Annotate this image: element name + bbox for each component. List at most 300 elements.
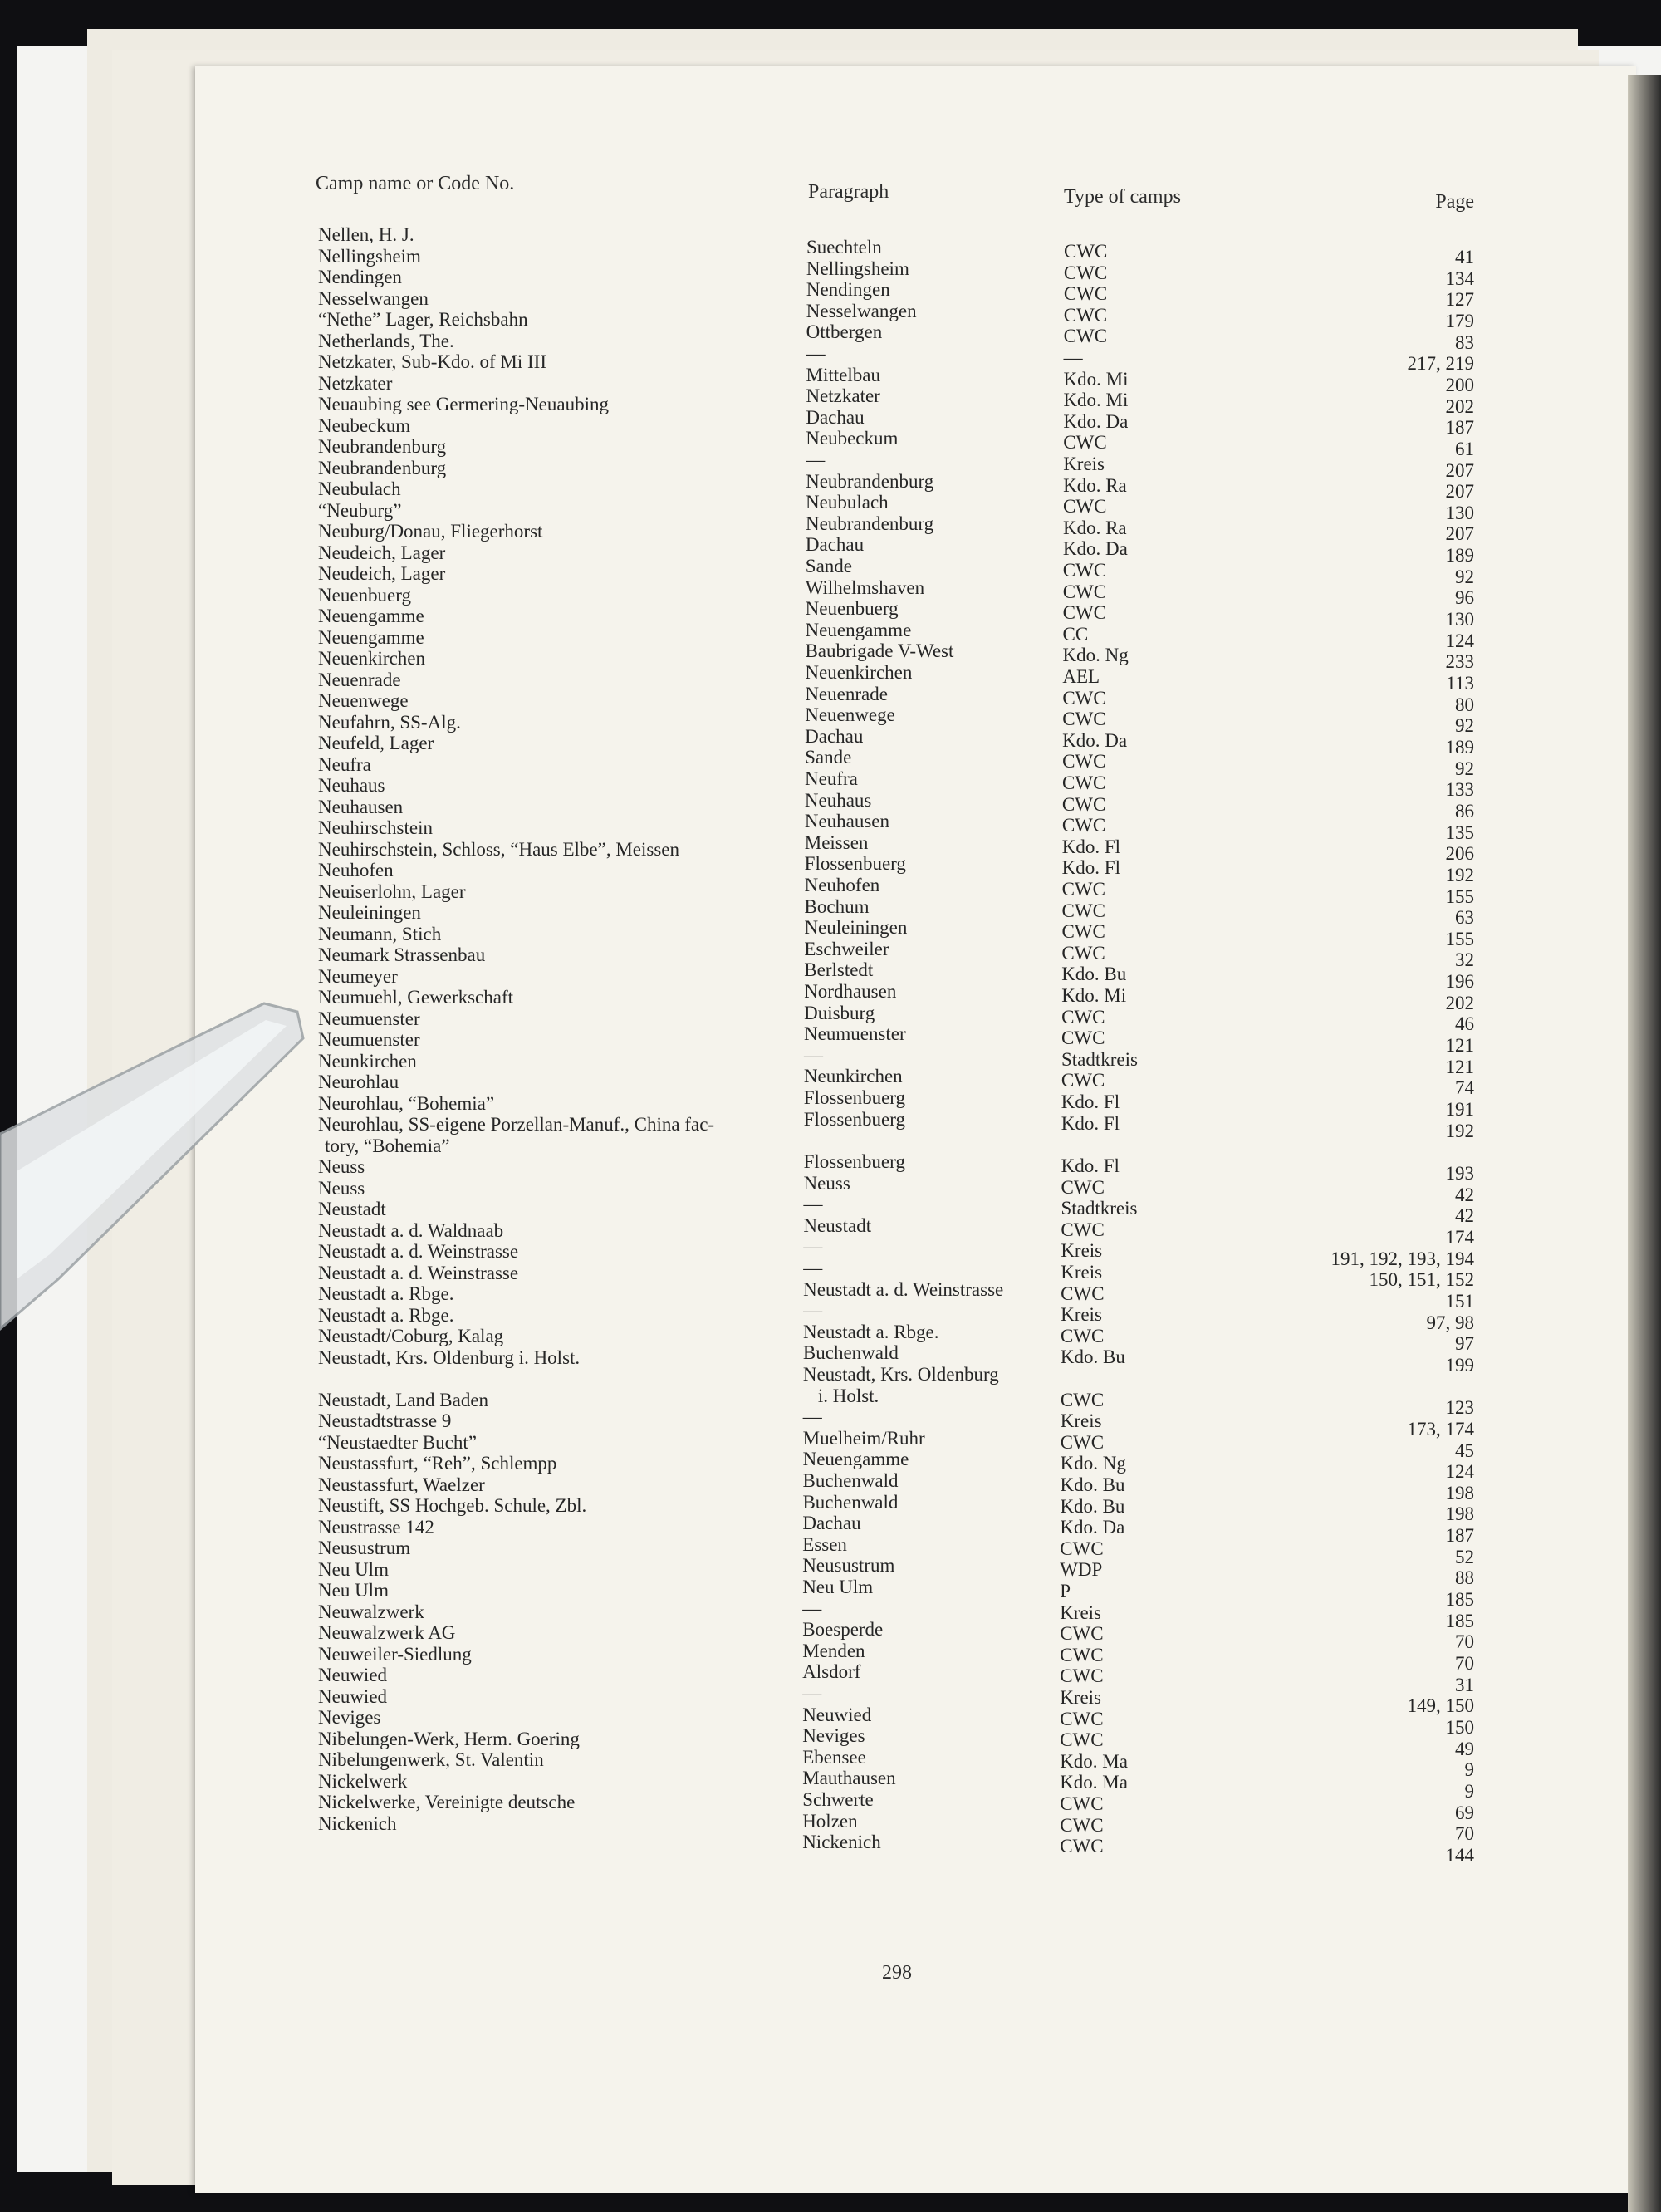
paragraph-name: Alsdorf <box>802 1661 861 1683</box>
camp-name: Neumeyer <box>318 965 398 987</box>
camp-type: CWC <box>1061 815 1106 836</box>
page-reference: 191, 192, 193, 194 <box>1330 1248 1474 1269</box>
paragraph-name: Meissen <box>804 831 869 853</box>
camp-name: Neustadt <box>318 1199 386 1220</box>
camp-name: Neu Ulm <box>318 1558 389 1580</box>
camp-type: P <box>1060 1581 1071 1601</box>
camp-type: Kreis <box>1063 454 1105 474</box>
paragraph-name: Menden <box>802 1640 865 1661</box>
camp-name: Neufahrn, SS-Alg. <box>318 711 461 733</box>
camp-name: Nendingen <box>318 267 402 287</box>
camp-name: “Neustaedter Bucht” <box>318 1431 477 1453</box>
camp-type: CWC <box>1063 496 1107 517</box>
camp-type: CWC <box>1061 900 1105 921</box>
camp-type: CWC <box>1063 432 1107 454</box>
camp-name: Neubrandenburg <box>318 436 447 457</box>
paragraph-name: Sande <box>805 556 853 576</box>
camp-type: Kdo. Bu <box>1061 964 1127 985</box>
camp-name: Neuiserlohn, Lager <box>318 880 466 902</box>
camp-name: Neunkirchen <box>318 1050 417 1072</box>
paragraph-name: Neunkirchen <box>803 1066 903 1087</box>
camp-name: Neustadtstrasse 9 <box>318 1410 452 1432</box>
paragraph-name: Neuwied <box>802 1704 872 1725</box>
camp-type: CWC <box>1060 1431 1105 1453</box>
tweezers-tool <box>0 980 316 1445</box>
camp-name: Neuburg/Donau, Fliegerhorst <box>318 521 543 542</box>
camp-type: Kdo. Da <box>1060 1517 1125 1538</box>
camp-name: Neuenwege <box>318 690 409 711</box>
camp-type: CWC <box>1061 1219 1105 1240</box>
page-reference: 185 <box>1445 1589 1474 1611</box>
camp-name: Neuss <box>318 1156 365 1178</box>
page-reference: 189 <box>1445 545 1474 566</box>
camp-name: tory, “Bohemia” <box>325 1135 450 1156</box>
page-reference: 83 <box>1455 331 1474 353</box>
paragraph-name: Mauthausen <box>802 1768 896 1789</box>
paragraph-name: — <box>803 1300 823 1322</box>
camp-type: Stadtkreis <box>1061 1048 1138 1070</box>
page-reference: 150 <box>1445 1716 1474 1738</box>
camp-type: CWC <box>1062 772 1106 793</box>
paragraph-name: — <box>802 1406 822 1428</box>
paragraph-name: Bochum <box>804 895 870 917</box>
page-reference: 185 <box>1445 1610 1474 1631</box>
camp-type: CWC <box>1061 1006 1105 1028</box>
page-reference: 124 <box>1445 1461 1474 1483</box>
page-reference: 150, 151, 152 <box>1369 1269 1474 1291</box>
page-reference: 80 <box>1455 694 1474 715</box>
page-reference: 49 <box>1455 1738 1474 1759</box>
paragraph-name: Wilhelmshaven <box>805 576 925 598</box>
page-reference: 69 <box>1455 1802 1474 1823</box>
camp-name: Neubeckum <box>318 414 411 436</box>
page-reference: 179 <box>1445 310 1474 331</box>
page-reference: 9 <box>1464 1759 1474 1781</box>
paragraph-name: Neufra <box>805 768 858 789</box>
paragraph-name: Neumuenster <box>804 1023 906 1045</box>
page-reference: 70 <box>1455 1653 1474 1674</box>
camp-name: Netzkater, Sub-Kdo. of Mi III <box>318 351 547 372</box>
camp-type: Kdo. Bu <box>1060 1474 1125 1495</box>
camp-type: CWC <box>1060 1644 1104 1665</box>
camp-name: Neumuenster <box>318 1008 420 1029</box>
camp-name: Neuwalzwerk AG <box>318 1622 456 1644</box>
camp-name: Neu Ulm <box>318 1580 389 1601</box>
paragraph-name: — <box>803 1236 823 1258</box>
camp-type: CC <box>1062 623 1089 645</box>
camp-name: Neuss <box>318 1177 365 1199</box>
camp-type: CWC <box>1061 1176 1105 1198</box>
page-reference: 192 <box>1445 864 1474 885</box>
paragraph-name: Flossenbuerg <box>804 853 906 875</box>
page-reference: 187 <box>1445 1525 1474 1547</box>
camp-name: Neustadt a. d. Weinstrasse <box>318 1241 519 1263</box>
camp-name: Neuengamme <box>318 626 424 648</box>
page-reference: 97 <box>1455 1333 1474 1355</box>
page-reference: 113 <box>1446 673 1474 694</box>
camp-type: Kreis <box>1061 1304 1102 1326</box>
paragraph-name: — <box>806 449 826 470</box>
paragraph-name: Eschweiler <box>804 938 889 959</box>
camp-type: Kdo. Bu <box>1060 1495 1125 1517</box>
camp-name: Nellingsheim <box>318 245 421 267</box>
camp-name: Neudeich, Lager <box>318 563 446 584</box>
camp-type: CWC <box>1060 1623 1104 1645</box>
page-reference: 92 <box>1455 566 1474 587</box>
paragraph-name: — <box>803 1194 823 1215</box>
camp-type: Kdo. Mi <box>1063 390 1129 411</box>
camp-name: Neusustrum <box>318 1538 411 1559</box>
paragraph-name: Holzen <box>802 1810 858 1832</box>
paragraph-name: Flossenbuerg <box>803 1108 905 1130</box>
paragraph-name: Neuenrade <box>805 683 888 704</box>
page-reference: 200 <box>1445 374 1474 395</box>
camp-name: Neurohlau, “Bohemia” <box>318 1092 495 1114</box>
camp-type: CWC <box>1063 283 1108 305</box>
camp-name: Neuwied <box>318 1685 388 1707</box>
page-reference: 52 <box>1455 1546 1474 1567</box>
camp-type: CWC <box>1060 1729 1104 1751</box>
camp-name: Neuenkirchen <box>318 648 425 669</box>
paragraph-name: Dachau <box>805 725 864 747</box>
camp-name: “Neuburg” <box>318 499 402 521</box>
paragraph-name: Neubeckum <box>806 428 899 449</box>
header-camp-name: Camp name or Code No. <box>316 173 515 194</box>
camp-type: Kdo. Da <box>1062 729 1128 751</box>
page-reference: 124 <box>1445 630 1474 651</box>
page-reference: 88 <box>1455 1567 1474 1589</box>
page-reference: 192 <box>1445 1120 1474 1141</box>
camp-name: Neuhaus <box>318 775 385 796</box>
camp-type: Kdo. Mi <box>1063 368 1129 390</box>
camp-type: CWC <box>1061 1283 1105 1304</box>
camp-type: Kdo. Mi <box>1061 985 1127 1006</box>
paragraph-name: Neuengamme <box>802 1449 909 1470</box>
page-reference: 193 <box>1445 1163 1474 1184</box>
camp-type: — <box>1063 347 1083 368</box>
page-reference: 149, 150 <box>1407 1695 1474 1717</box>
page-reference: 31 <box>1455 1674 1474 1695</box>
paragraph-name: Buchenwald <box>802 1470 899 1491</box>
paragraph-name: — <box>803 1044 823 1066</box>
paragraph-name: Neuengamme <box>805 619 912 640</box>
paragraph-name: Flossenbuerg <box>803 1150 905 1172</box>
camp-type: CWC <box>1062 709 1106 730</box>
camp-name: Neurohlau, SS-eigene Porzellan-Manuf., China fac- <box>318 1114 715 1135</box>
camp-type: CWC <box>1061 921 1105 943</box>
paragraph-name: Neusustrum <box>802 1555 895 1577</box>
paragraph-name: Mittelbau <box>806 364 880 385</box>
camp-type: Kdo. Fl <box>1061 836 1121 857</box>
paragraph-name: Dachau <box>802 1513 861 1534</box>
paragraph-name: Neustadt a. Rbge. <box>803 1321 939 1342</box>
camp-type: CWC <box>1060 1708 1104 1729</box>
camp-type: Kreis <box>1061 1240 1103 1262</box>
camp-name: Neuhausen <box>318 796 404 817</box>
camp-type: CWC <box>1064 241 1108 262</box>
camp-name: Neviges <box>318 1707 381 1729</box>
paragraph-name: Neubrandenburg <box>806 470 934 492</box>
camp-name: Neudeich, Lager <box>318 542 446 563</box>
camp-name: Netherlands, The. <box>318 330 454 351</box>
paragraph-name: Neviges <box>802 1725 865 1747</box>
page-reference: 61 <box>1455 438 1474 459</box>
page-reference: 198 <box>1445 1482 1474 1503</box>
camp-name: “Nethe” Lager, Reichsbahn <box>318 309 528 330</box>
page-reference: 202 <box>1445 992 1474 1013</box>
camp-name: Nellen, H. J. <box>318 224 414 245</box>
page-reference: 9 <box>1464 1780 1474 1802</box>
camp-type: Kdo. Ng <box>1060 1453 1126 1474</box>
page-reference: 206 <box>1445 843 1474 865</box>
paragraph-name: Schwerte <box>802 1789 874 1810</box>
camp-name: Neuenrade <box>318 669 401 690</box>
header-type-of-camps: Type of camps <box>1064 186 1181 208</box>
page-reference: 92 <box>1455 758 1474 779</box>
paragraph-name: Neustadt <box>803 1214 872 1236</box>
page-reference: 70 <box>1455 1631 1474 1653</box>
camp-name: Neustadt a. d. Waldnaab <box>318 1219 504 1241</box>
paragraph-name: Neuenkirchen <box>805 662 913 683</box>
camp-name: Netzkater <box>318 372 393 394</box>
page-reference: 130 <box>1445 609 1474 630</box>
paragraph-name: Neuhausen <box>804 811 890 832</box>
camp-type: CWC <box>1062 581 1107 602</box>
page-reference: 134 <box>1445 267 1474 289</box>
camp-name: Neuhofen <box>318 860 394 880</box>
paragraph-name: Nickenich <box>802 1832 881 1853</box>
camp-type: CWC <box>1062 560 1107 581</box>
page-reference: 74 <box>1455 1077 1474 1099</box>
paragraph-name: Neustadt a. d. Weinstrasse <box>803 1278 1004 1300</box>
camp-type: CWC <box>1060 1389 1105 1410</box>
camp-type: CWC <box>1063 326 1108 347</box>
camp-type: CWC <box>1060 1538 1104 1559</box>
page-edge-shadow <box>1628 75 1661 2212</box>
camp-name: Neustadt, Land Baden <box>318 1389 489 1410</box>
paragraph-name: Dachau <box>805 534 865 556</box>
page-reference: 217, 219 <box>1407 353 1474 375</box>
page-reference: 233 <box>1445 651 1474 673</box>
camp-type: Kdo. Ra <box>1063 474 1127 496</box>
page-reference: 187 <box>1445 417 1474 439</box>
camp-name: Neumuenster <box>318 1029 420 1050</box>
camp-name: Nesselwangen <box>318 287 429 309</box>
camp-type: Kdo. Fl <box>1061 1091 1120 1112</box>
page-reference: 127 <box>1445 289 1474 311</box>
paragraph-name: — <box>806 343 826 364</box>
camp-type: Kreis <box>1061 1261 1103 1283</box>
page-reference: 86 <box>1455 800 1474 822</box>
camp-name: Nickelwerk <box>318 1770 408 1792</box>
camp-name: Neumark Strassenbau <box>318 944 486 965</box>
camp-type: CWC <box>1061 793 1106 815</box>
paragraph-name: Boesperde <box>802 1619 884 1641</box>
camp-type: Kdo. Da <box>1062 538 1128 560</box>
camp-type: AEL <box>1062 666 1100 687</box>
paragraph-name: Neuhofen <box>804 875 880 895</box>
camp-type: Kdo. Fl <box>1061 1155 1120 1176</box>
camp-name: Neuwied <box>318 1665 388 1686</box>
paragraph-name: Sande <box>805 747 852 768</box>
page-reference: 151 <box>1445 1290 1474 1312</box>
camp-name: Nibelungen-Werk, Herm. Goering <box>318 1728 580 1749</box>
paragraph-name: — <box>803 1257 823 1278</box>
page-reference: 196 <box>1445 971 1474 993</box>
page-number: 298 <box>882 1962 912 1984</box>
camp-name: Neustadt a. Rbge. <box>318 1304 454 1326</box>
camp-name: Neustadt a. Rbge. <box>318 1283 454 1305</box>
header-paragraph: Paragraph <box>808 181 889 203</box>
page-reference: 173, 174 <box>1407 1418 1474 1440</box>
camp-type: CWC <box>1061 1070 1105 1091</box>
page-reference: 207 <box>1445 459 1474 481</box>
camp-type: CWC <box>1061 1028 1105 1049</box>
page-reference: 70 <box>1455 1823 1474 1845</box>
page-reference: 63 <box>1455 907 1474 929</box>
page-reference: 97, 98 <box>1426 1312 1474 1333</box>
camp-type: WDP <box>1060 1559 1103 1581</box>
paragraph-name: Neu Ulm <box>802 1577 874 1597</box>
camp-type: Kreis <box>1060 1410 1102 1432</box>
camp-type: CWC <box>1060 1665 1104 1687</box>
paragraph-name: i. Holst. <box>817 1385 879 1406</box>
camp-type: Kreis <box>1060 1687 1102 1708</box>
camp-name: Neufra <box>318 753 371 775</box>
page-reference: 198 <box>1445 1503 1474 1525</box>
camp-type: CWC <box>1061 1325 1105 1346</box>
paragraph-name: Neuenbuerg <box>805 598 899 620</box>
page-reference: 174 <box>1445 1226 1474 1248</box>
page-reference: 130 <box>1445 502 1474 523</box>
paragraph-name: Muelheim/Ruhr <box>802 1427 925 1449</box>
page-reference: 199 <box>1445 1354 1474 1376</box>
page-reference: 133 <box>1445 779 1474 801</box>
camp-type: CWC <box>1061 879 1105 900</box>
paragraph-name: Baubrigade V-West <box>805 640 954 662</box>
paragraph-name: Neuleiningen <box>804 917 908 939</box>
page-reference: 207 <box>1445 523 1474 545</box>
camp-name: Neustrasse 142 <box>318 1516 434 1538</box>
paragraph-name: Neubulach <box>806 492 889 513</box>
paragraph-name: Nendingen <box>806 279 890 301</box>
camp-name: Neustadt a. d. Weinstrasse <box>318 1262 519 1283</box>
paragraph-name: Nordhausen <box>804 981 897 1002</box>
paragraph-name: Flossenbuerg <box>803 1087 906 1108</box>
page-reference: 191 <box>1445 1099 1474 1120</box>
camp-type: CWC <box>1062 751 1106 772</box>
paragraph-name: Buchenwald <box>802 1491 899 1513</box>
page-reference: 45 <box>1455 1440 1474 1461</box>
page-reference: 41 <box>1455 247 1474 267</box>
paragraph-name: Dachau <box>806 406 865 428</box>
camp-type: Kdo. Ma <box>1060 1750 1128 1772</box>
camp-type: CWC <box>1062 687 1106 709</box>
page-reference: 42 <box>1455 1205 1474 1227</box>
camp-type: CWC <box>1062 602 1107 624</box>
page-reference: 155 <box>1445 885 1474 907</box>
camp-type: Kdo. Bu <box>1060 1346 1125 1368</box>
page-reference: 121 <box>1445 1056 1474 1077</box>
page-reference: 92 <box>1455 715 1474 737</box>
page-reference: 42 <box>1455 1184 1474 1205</box>
camp-type: Kdo. Fl <box>1061 857 1120 879</box>
camp-type: Kdo. Fl <box>1061 1112 1120 1134</box>
paragraph-name: Ebensee <box>802 1746 866 1768</box>
camp-name: Nibelungenwerk, St. Valentin <box>318 1749 544 1771</box>
paragraph-name: — <box>802 1683 822 1704</box>
camp-name: Neustift, SS Hochgeb. Schule, Zbl. <box>318 1495 587 1517</box>
paragraph-name: Nellingsheim <box>806 257 909 279</box>
camp-type: Kdo. Da <box>1063 410 1129 432</box>
camp-name: Neurohlau <box>318 1072 399 1092</box>
page-reference: 155 <box>1445 928 1474 949</box>
camp-name: Neuhirschstein <box>318 817 433 838</box>
page-reference: 207 <box>1445 481 1474 503</box>
paragraph-name: Neuenwege <box>805 704 895 726</box>
paragraph-name: Berlstedt <box>804 959 874 981</box>
camp-name: Neuweiler-Siedlung <box>318 1643 472 1665</box>
camp-name: Neuaubing see Germering-Neuaubing <box>318 394 609 414</box>
paragraph-name: Ottbergen <box>806 321 883 343</box>
paragraph-name: Neuss <box>803 1172 850 1194</box>
page-reference: 189 <box>1445 736 1474 758</box>
camp-type: CWC <box>1061 942 1105 964</box>
header-page: Page <box>1435 191 1474 213</box>
camp-name: Neufeld, Lager <box>318 733 434 753</box>
camp-type: Kdo. Ng <box>1062 645 1129 666</box>
paragraph-name: Nesselwangen <box>806 300 917 321</box>
paragraph-name: Neuhaus <box>804 789 872 811</box>
camp-type: Kreis <box>1060 1601 1102 1623</box>
camp-name: Nickelwerke, Vereinigte deutsche <box>318 1792 576 1813</box>
paragraph-name: Suechteln <box>806 237 882 257</box>
camp-name: Nickenich <box>318 1812 397 1834</box>
page-reference: 144 <box>1445 1844 1474 1866</box>
camp-type: CWC <box>1063 262 1108 283</box>
camp-name: Neustadt/Coburg, Kalag <box>318 1326 504 1347</box>
paragraph-name: Buchenwald <box>802 1342 899 1364</box>
paragraph-name: Netzkater <box>806 385 880 407</box>
camp-type: CWC <box>1060 1793 1104 1814</box>
camp-name: Neubrandenburg <box>318 457 447 478</box>
camp-name: Neumann, Stich <box>318 923 442 944</box>
camp-name: Neustadt, Krs. Oldenburg i. Holst. <box>318 1346 581 1368</box>
paragraph-name: — <box>802 1597 822 1619</box>
page-reference: 96 <box>1455 587 1474 609</box>
paragraph-name: Neustadt, Krs. Oldenburg <box>802 1363 999 1385</box>
camp-name: Neuleiningen <box>318 902 421 923</box>
paragraph-name: Essen <box>802 1533 847 1555</box>
camp-type: Kdo. Ma <box>1060 1772 1128 1793</box>
camp-name: Neustassfurt, “Reh”, Schlempp <box>318 1453 557 1474</box>
camp-name: Neubulach <box>318 478 401 499</box>
page-reference: 32 <box>1455 949 1474 971</box>
camp-name: Neuwalzwerk <box>318 1601 424 1622</box>
camp-type: CWC <box>1060 1814 1104 1836</box>
page-reference: 135 <box>1445 822 1474 843</box>
page-reference: 46 <box>1455 1013 1474 1035</box>
paragraph-name: Neubrandenburg <box>805 513 934 534</box>
paragraph-name: Duisburg <box>804 1002 875 1023</box>
camp-name: Neuengamme <box>318 606 424 626</box>
page-reference: 202 <box>1445 395 1474 417</box>
camp-type: CWC <box>1063 304 1108 326</box>
camp-name: Neumuehl, Gewerkschaft <box>318 987 514 1008</box>
camp-name: Neuenbuerg <box>318 584 411 606</box>
camp-type: Kdo. Ra <box>1062 517 1127 538</box>
camp-type: CWC <box>1060 1836 1104 1857</box>
